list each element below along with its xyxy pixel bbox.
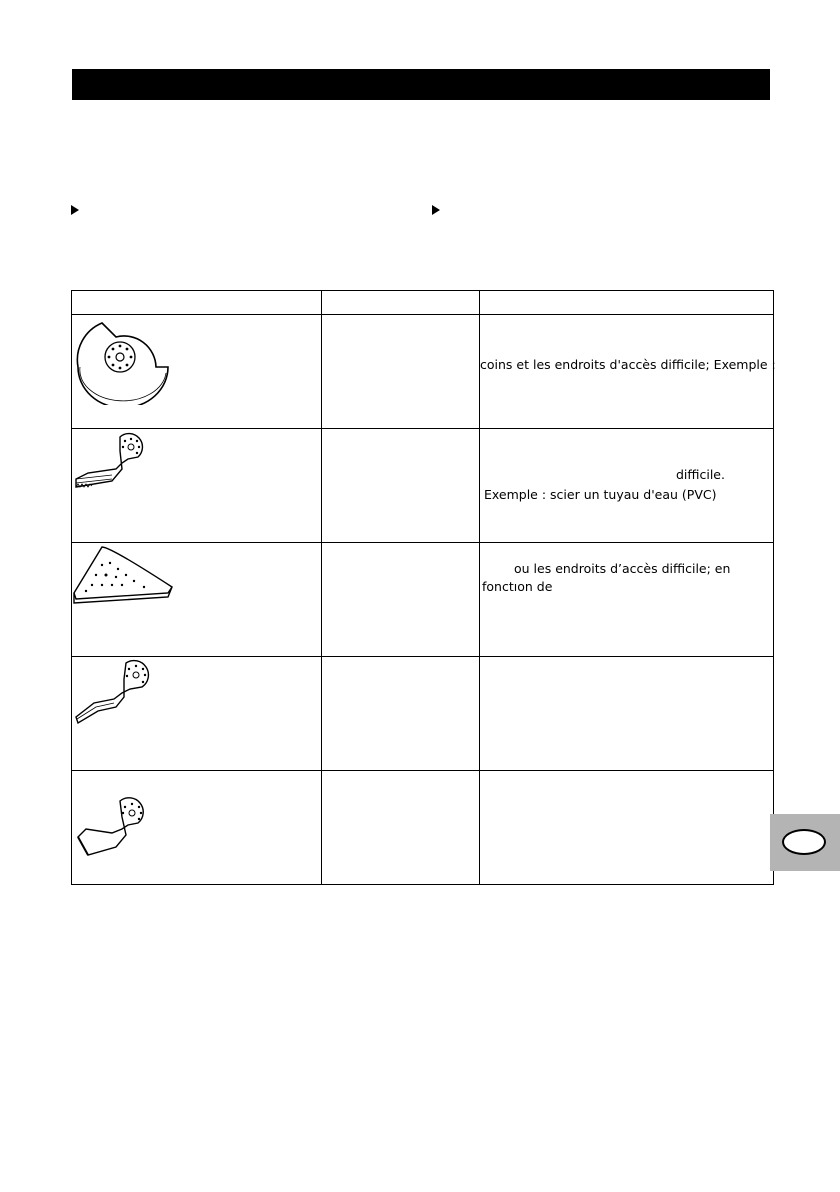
tool-name-cell [322, 429, 480, 543]
accessories-table [71, 290, 774, 885]
tool-image-cell [72, 429, 322, 543]
scraper-blade-icon [72, 771, 172, 866]
table-header-cell [322, 291, 480, 315]
table-row [72, 315, 774, 429]
description-line: Exemple : scier un tuyau d'eau (PVC) [484, 487, 717, 502]
bullet-arrow-icon [432, 205, 440, 215]
description-line: fonctıon de [482, 579, 553, 594]
tool-description-cell [480, 429, 774, 543]
table-header-cell [480, 291, 774, 315]
table-row [72, 429, 774, 543]
tool-name-cell [322, 315, 480, 429]
tool-name-cell [322, 771, 480, 885]
language-oval-icon [782, 829, 826, 855]
tool-image-cell [72, 315, 322, 429]
plunge-cut-blade-icon [72, 429, 172, 499]
tool-description-cell [480, 771, 774, 885]
tool-image-cell [72, 771, 322, 885]
narrow-plunge-blade-icon [72, 657, 172, 727]
language-side-tab [770, 814, 840, 871]
tool-name-cell [322, 657, 480, 771]
delta-sanding-pad-icon [72, 543, 177, 613]
description-line: difficile. [676, 467, 725, 482]
table-row [72, 771, 774, 885]
description-line: ou les endroits d’accès difficile; en [514, 561, 731, 576]
table-header-cell [72, 291, 322, 315]
tool-image-cell [72, 543, 322, 657]
tool-name-cell [322, 543, 480, 657]
circular-segment-saw-blade-icon [72, 315, 172, 405]
tool-image-cell [72, 657, 322, 771]
table-row [72, 543, 774, 657]
tool-description-cell [480, 543, 774, 657]
table-header-row [72, 291, 774, 315]
tool-description-cell [480, 315, 774, 429]
table-row [72, 657, 774, 771]
description-line: coins et les endroits d'accès difficile; Exemple : [480, 357, 776, 372]
tool-description-cell [480, 657, 774, 771]
section-title-bar [72, 69, 770, 100]
bullet-arrow-icon [71, 205, 79, 215]
